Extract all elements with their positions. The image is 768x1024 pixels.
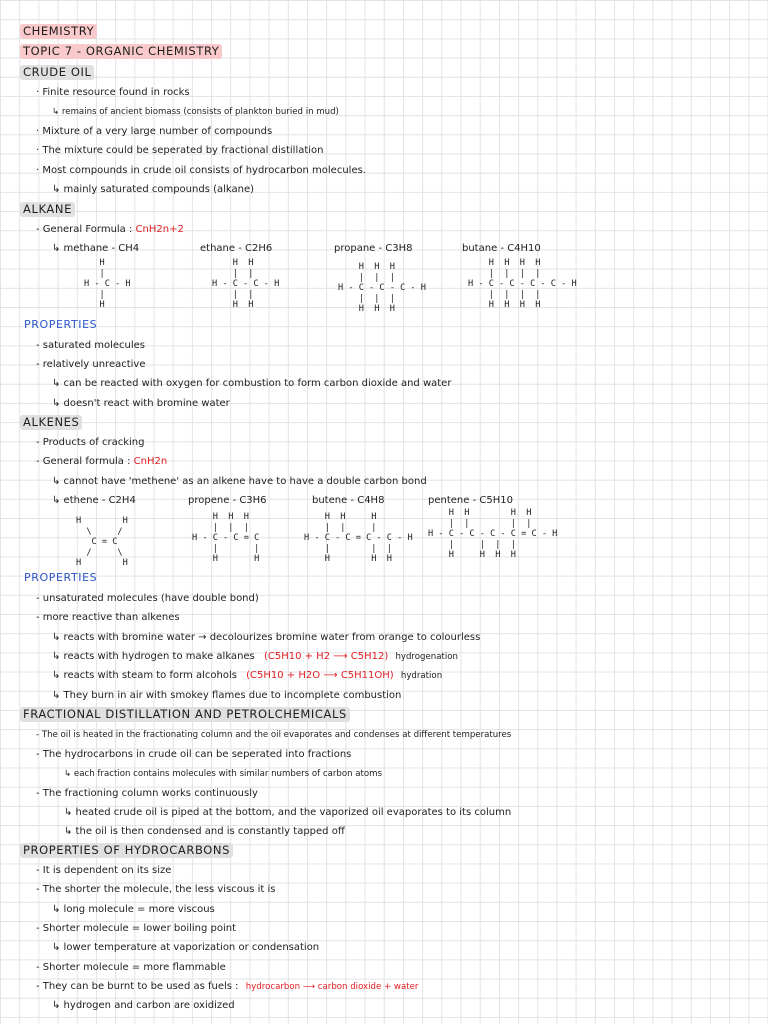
fuels-text: - They can be burnt to be used as fuels : [36,981,239,992]
crude-oil-line: · Mixture of a very large number of compounds [36,126,273,137]
propane-label: propane - C3H8 [334,243,413,254]
alkenes-property: - unsaturated molecules (have double bond) [36,593,259,604]
alkane-formula-value: CnH2n+2 [135,224,184,235]
alkenes-property: ↳ reacts with bromine water → decolourizes bromine water from orange to colourless [52,632,481,643]
butane-structure: H H H H | | | | H - C - C - C - C - H | | | | H H H H [468,258,577,310]
crude-oil-line: ↳ remains of ancient biomass (consists of plankton buried in mud) [52,107,339,117]
propene-label: propene - C3H6 [188,495,267,506]
fractional-line: - The hydrocarbons in crude oil can be seperated into fractions [36,749,352,760]
alkenes-line: - Products of cracking [36,437,145,448]
alkenes-formula-label: - General formula : [36,456,131,467]
crude-oil-line: · The mixture could be seperated by fractional distillation [36,145,324,156]
alkenes-formula-value: CnH2n [133,456,168,467]
alkane-property: ↳ can be reacted with oxygen for combustion to form carbon dioxide and water [52,378,452,389]
hydrocarbons-line: - It is dependent on its size [36,865,172,876]
methane-label: ↳ methane - CH4 [52,243,140,254]
subject-heading: CHEMISTRY [20,24,97,39]
alkane-heading: ALKANE [20,202,75,217]
ethene-structure: H H \ / C = C / \ H H [76,516,128,568]
alkenes-heading: ALKENES [20,415,82,430]
topic-heading: TOPIC 7 - ORGANIC CHEMISTRY [20,44,222,59]
propene-structure: H H H | | | H - C - C = C | | H H [192,512,260,564]
hydrocarbons-line: - Shorter molecule = lower boiling point [36,923,237,934]
hydrogenation-equation: (C5H10 + H2 ⟶ C5H12) [263,651,389,662]
alkane-property: ↳ doesn't react with bromine water [52,398,230,409]
fractional-line: ↳ heated crude oil is piped at the bottom, and the vaporized oil evaporates to its column [64,807,512,818]
combustion-equation: hydrocarbon ⟶ carbon dioxide + water [245,982,419,992]
fractional-line: ↳ the oil is then condensed and is constantly tapped off [64,826,345,837]
butene-structure: H H H | | | H - C - C = C - C - H | | | H H H [304,512,413,564]
methane-structure: H | H - C - H | H [84,258,131,310]
hydration-label: hydration [400,671,443,681]
fractional-line: - The fractioning column works continuously [36,788,258,799]
hydrocarbons-last-line: ↳ hydrogen and carbon are oxidized [52,1000,235,1011]
alkenes-formula [36,455,167,468]
hydration-line [52,669,442,683]
alkenes-properties-heading: PROPERTIES [24,571,98,584]
fuels-line [36,980,418,994]
hydrogenation-text: ↳ reacts with hydrogen to make alkanes [52,651,255,662]
alkane-properties-heading: PROPERTIES [24,318,98,331]
ethene-label: ↳ ethene - C2H4 [52,495,136,506]
alkane-property: - relatively unreactive [36,359,146,370]
hydration-text: ↳ reacts with steam to form alcohols [52,670,237,681]
butene-label: butene - C4H8 [312,495,385,506]
alkane-formula-label: - General Formula : [36,224,133,235]
hydrocarbons-line: - Shorter molecule = more flammable [36,962,226,973]
pentene-structure: H H H H | | | | H - C - C - C - C = C - H | | | | H H H H [428,508,558,560]
fractional-line: ↳ each fraction contains molecules with similar numbers of carbon atoms [64,769,383,779]
alkenes-burn-line: ↳ They burn in air with smokey flames due to incomplete combustion [52,690,402,701]
crude-oil-line: · Finite resource found in rocks [36,87,190,98]
butane-label: butane - C4H10 [462,243,541,254]
hydrogenation-label: hydrogenation [395,652,458,662]
propane-structure: H H H | | | H - C - C - C - H | | | H H H [338,262,426,314]
crude-oil-line: ↳ mainly saturated compounds (alkane) [52,184,255,195]
fractional-line: - The oil is heated in the fractionating column and the oil evaporates and condenses at different temperatures [36,730,512,740]
pentene-label: pentene - C5H10 [428,495,513,506]
hydrogenation-line [52,650,458,664]
fractional-heading: FRACTIONAL DISTILLATION AND PETROLCHEMICALS [20,707,350,722]
hydrocarbons-line: ↳ lower temperature at vaporization or condensation [52,942,320,953]
ethane-structure: H H | | H - C - C - H | | H H [212,258,280,310]
hydrocarbons-heading: PROPERTIES OF HYDROCARBONS [20,843,233,858]
crude-oil-heading: CRUDE OIL [20,65,94,80]
alkane-formula [36,223,184,236]
alkane-property: - saturated molecules [36,340,145,351]
hydrocarbons-line: - The shorter the molecule, the less viscous it is [36,884,276,895]
ethane-label: ethane - C2H6 [200,243,273,254]
hydration-equation: (C5H10 + H2O ⟶ C5H11OH) [246,670,394,681]
crude-oil-line: · Most compounds in crude oil consists of hydrocarbon molecules. [36,165,366,176]
hydrocarbons-line: ↳ long molecule = more viscous [52,904,215,915]
alkenes-property: - more reactive than alkenes [36,612,180,623]
alkenes-note: ↳ cannot have 'methene' as an alkene have to have a double carbon bond [52,476,427,487]
